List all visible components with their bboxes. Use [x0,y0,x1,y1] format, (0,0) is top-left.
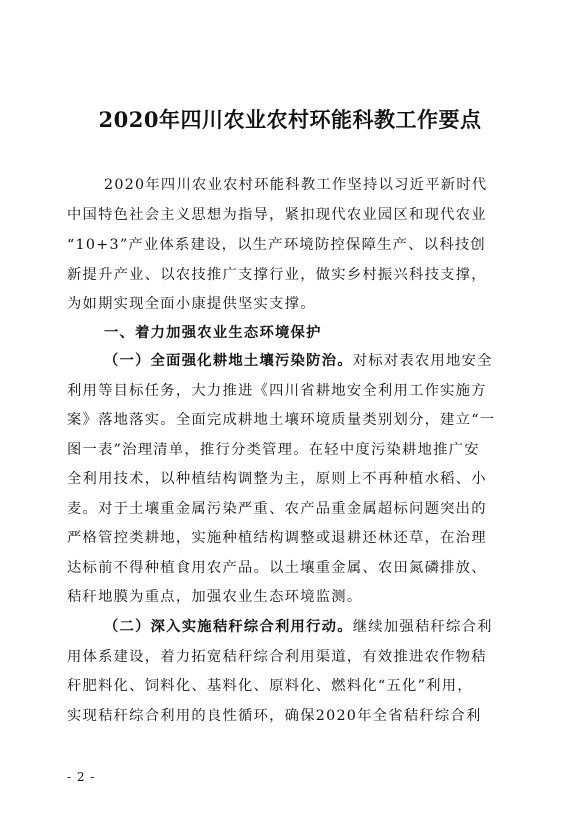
subsection-label: （二）深入实施秸秆综合利用行动。 [104,619,353,635]
paragraph-line: 新提升产业、以农技推广支撑行业，做实乡村振兴科技支撑， [67,267,487,283]
paragraph-line: 为如期实现全面小康提供坚实支撑。 [67,296,316,312]
subsection-first-line [104,354,493,368]
paragraph-line: 麦。对于土壤重金属污染严重、农产品重金属超标问题突出的 [67,501,487,517]
subsection-first-line [104,620,493,634]
paragraph-line: 达标前不得种植食用农产品。以土壤重金属、农田氮磷排放、 [67,560,487,576]
paragraph-line: 利用等目标任务，大力推进《四川省耕地安全利用工作实施方 [67,383,487,399]
paragraph-line: 严格管控类耕地，实施种植结构调整或退耕还林还草，在治理 [67,530,487,546]
paragraph-line: 秆肥料化、饲料化、基料化、原料化、燃料化“五化”利用， [67,678,473,694]
paragraph-text: 继续加强秸秆综合利 [352,619,493,635]
paragraph-line: 2020年四川农业农村环能科教工作坚持以习近平新时代 [104,177,488,193]
paragraph-line: 图一表”治理清单，推行分类管理。在轻中度污染耕地推广安 [67,442,480,458]
paragraph-line: 中国特色社会主义思想为指导，紧扣现代农业园区和现代农业 [67,207,487,223]
paragraph-line: 用体系建设，着力拓宽秸秆综合利用渠道，有效推进农作物秸 [67,649,487,665]
paragraph-line: “10+3”产业体系建设，以生产环境防控保障生产、以科技创 [67,237,486,253]
paragraph-line: 实现秸秆综合利用的良性循环，确保2020年全省秸秆综合利 [67,708,482,724]
document-title: 2020年四川农业农村环能科教工作要点 [98,107,482,132]
subsection-label: （一）全面强化耕地土壤污染防治。 [104,353,353,369]
section-heading: 一、着力加强农业生态环境保护 [104,325,322,341]
page-number: - 2 - [67,770,96,784]
paragraph-line: 秸秆地膜为重点，加强农业生态环境监测。 [67,589,363,605]
paragraph-line: 案》落地落实。全面完成耕地土壤环境质量类别划分，建立“一 [67,412,496,428]
paragraph-line: 全利用技术，以种植结构调整为主，原则上不再种植水稻、小 [67,471,487,487]
paragraph-text: 对标对表农用地安全 [352,353,493,369]
